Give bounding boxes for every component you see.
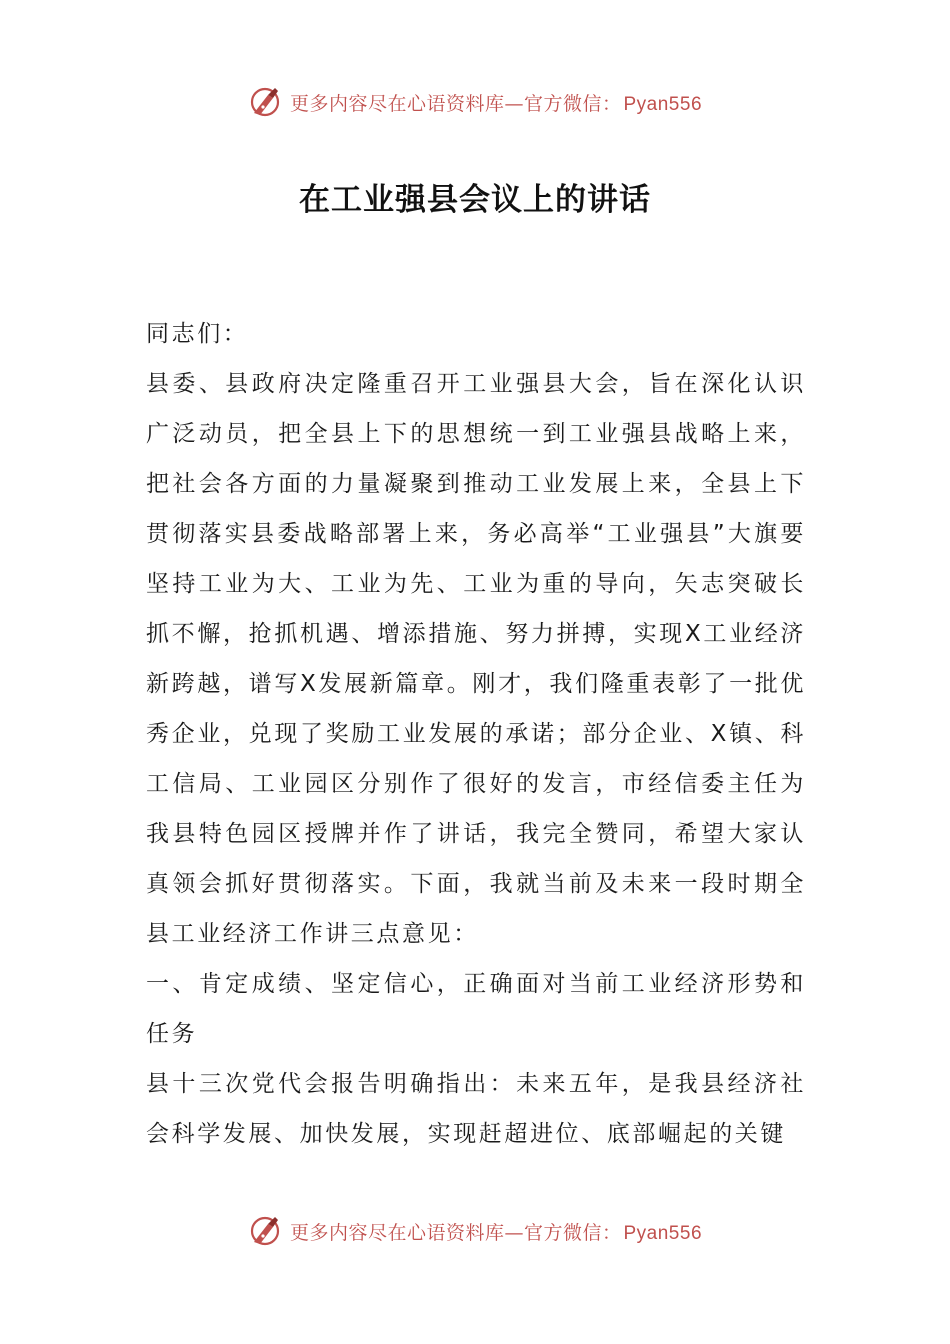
- watermark-dash: —: [504, 1221, 524, 1244]
- watermark-dash: —: [504, 92, 524, 115]
- document-body: [146, 309, 806, 1159]
- document-title: 在工业强县会议上的讲话: [299, 182, 651, 218]
- header-watermark: [0, 82, 950, 122]
- watermark-text: [290, 89, 702, 116]
- pen-nib-logo-icon: [248, 85, 282, 119]
- watermark-text: [290, 1218, 702, 1245]
- watermark-wechat-label: 官方微信：: [523, 92, 622, 115]
- watermark-brand: 更多内容尽在心语资料库: [289, 92, 505, 115]
- section-heading-1: 一、肯定成绩、坚定信心，正确面对当前工业经济形势和任务: [146, 971, 806, 1047]
- watermark-wechat-label: 官方微信：: [523, 1221, 622, 1244]
- salutation-paragraph: 同志们：: [146, 321, 249, 347]
- intro-paragraph: 县委、县政府决定隆重召开工业强县大会，旨在深化认识广泛动员，把全县上下的思想统一到工业强县战略上来，把社会各方面的力量凝聚到推动工业发展上来，全县上下贯彻落实县委战略部署上来，务必高举“工业强县”大旗要坚持工业为大、工业为先、工业为重的导向，矢志突破长抓不懈，抢抓机遇、增添措施、努力拼搏，实现X工业经济新跨越，谱写X发展新篇章。刚才，我们隆重表彰了一批优秀企业，兑现了奖励工业发展的承诺；部分企业、X镇、科工信局、工业园区分别作了很好的发言，市经信委主任为我县特色园区授牌并作了讲话，我完全赞同，希望大家认真领会抓好贯彻落实。下面，我就当前及未来一段时期全县工业经济工作讲三点意见：: [146, 371, 806, 947]
- pen-nib-logo-icon: [248, 1214, 282, 1248]
- watermark-brand: 更多内容尽在心语资料库: [289, 1221, 505, 1244]
- section-1-paragraph: 县十三次党代会报告明确指出：未来五年，是我县经济社会科学发展、加快发展，实现赶超进位、底部崛起的关键: [146, 1071, 806, 1147]
- watermark-wechat-id: Pyan556: [623, 93, 703, 115]
- footer-watermark: [0, 1211, 950, 1251]
- watermark-wechat-id: Pyan556: [623, 1222, 703, 1244]
